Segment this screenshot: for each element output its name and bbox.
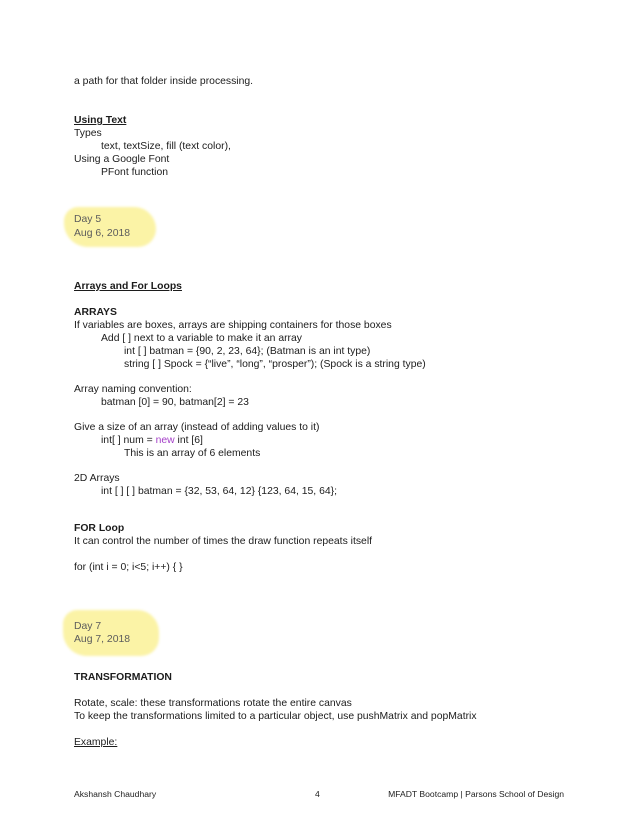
body-text: 2D Arrays xyxy=(74,473,120,484)
day-label: Day 5 xyxy=(74,214,102,225)
keyword-new: new xyxy=(155,435,175,446)
body-text: To keep the transformations limited to a particular object, use pushMatrix and popMatrix xyxy=(74,711,477,722)
footer-page-number: 4 xyxy=(315,789,320,799)
section-heading-using-text: Using Text xyxy=(74,115,127,126)
body-text: It can control the number of times the draw function repeats itself xyxy=(74,536,373,547)
day-date: Aug 6, 2018 xyxy=(74,228,131,239)
code-line: int [ ] [ ] batman = {32, 53, 64, 12} {123, 64, 15, 64}; xyxy=(101,486,337,497)
example-label: Example: xyxy=(74,737,118,748)
body-text: Using a Google Font xyxy=(74,154,170,165)
footer-course: MFADT Bootcamp | Parsons School of Design xyxy=(388,789,564,799)
body-text: This is an array of 6 elements xyxy=(124,448,261,459)
code-line: int [ ] batman = {90, 2, 23, 64}; (Batman is an int type) xyxy=(124,346,371,357)
body-text: a path for that folder inside processing. xyxy=(74,76,254,87)
day-label: Day 7 xyxy=(74,621,102,632)
day-date: Aug 7, 2018 xyxy=(74,634,131,645)
body-text: Array naming convention: xyxy=(74,384,192,395)
body-text: If variables are boxes, arrays are shipping containers for those boxes xyxy=(74,320,392,331)
section-heading-arrays: ARRAYS xyxy=(74,307,117,318)
body-text: Rotate, scale: these transformations rotate the entire canvas xyxy=(74,698,352,709)
body-text: Types xyxy=(74,128,102,139)
section-heading-arrays-loops: Arrays and For Loops xyxy=(74,281,182,292)
body-text: text, textSize, fill (text color), xyxy=(101,141,231,152)
code-line: string [ ] Spock = {“live”, “long”, “prosper”); (Spock is a string type) xyxy=(124,359,426,370)
code-line: for (int i = 0; i<5; i++) { } xyxy=(74,562,183,573)
footer-author: Akshansh Chaudhary xyxy=(74,789,157,799)
body-text: Add [ ] next to a variable to make it an array xyxy=(101,333,302,344)
code-fragment: int [6] xyxy=(174,435,203,446)
section-heading-transformation: TRANSFORMATION xyxy=(74,672,172,683)
code-line xyxy=(101,434,203,447)
body-text: Give a size of an array (instead of adding values to it) xyxy=(74,422,320,433)
body-text: PFont function xyxy=(101,167,169,178)
section-heading-for-loop: FOR Loop xyxy=(74,523,125,534)
code-fragment: int[ ] num = xyxy=(101,435,156,446)
code-line: batman [0] = 90, batman[2] = 23 xyxy=(101,397,249,408)
